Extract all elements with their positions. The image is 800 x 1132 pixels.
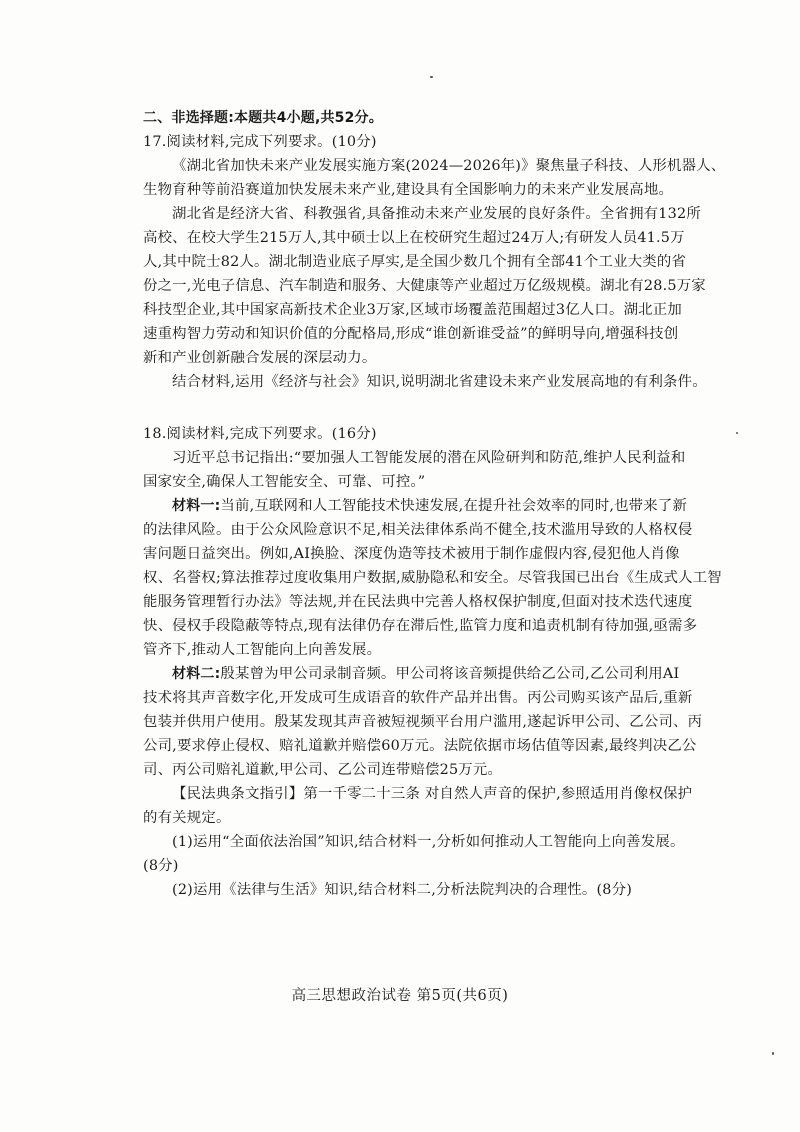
q17-line: 湖北省是经济大省、科教强省,具备推动未来产业发展的良好条件。全省拥有132所 <box>172 206 701 222</box>
q18-line: 的有关规定。 <box>143 810 231 826</box>
material-two-line <box>143 662 723 686</box>
q17-header: 17.阅读材料,完成下列要求。(10分) <box>143 134 377 150</box>
q18-line: 司、丙公司赔礼道歉,甲公司、乙公司连带赔偿25万元。 <box>143 762 503 778</box>
q18-line: 快、侵权手段隐蔽等特点,现有法律仍存在滞后性,监管力度和追责机制有待加强,亟需多 <box>143 618 698 634</box>
material-one-text: 当前,互联网和人工智能技术快速发展,在提升社会效率的同时,也带来了新 <box>220 498 688 514</box>
scan-speck <box>772 1052 774 1055</box>
q17-task: 结合材料,运用《经济与社会》知识,说明湖北省建设未来产业发展高地的有利条件。 <box>172 374 707 390</box>
q18-line: 权、名誉权;算法推荐过度收集用户数据,威胁隐私和安全。尽管我国已出台《生成式人工智 <box>143 570 722 586</box>
material-two-text: 殷某曾为甲公司录制音频。甲公司将该音频提供给乙公司,乙公司利用AI <box>220 666 680 682</box>
material-one-line <box>143 494 723 518</box>
q18-subquestion-1-points: (8分) <box>143 858 179 874</box>
q18-line: 国家安全,确保人工智能安全、可靠、可控。” <box>143 474 426 490</box>
scan-speck <box>430 76 433 78</box>
scan-speck <box>736 432 738 434</box>
q17-line: 速重构智力劳动和知识价值的分配格局,形成“谁创新谁受益”的鲜明导向,增强科技创 <box>143 326 679 342</box>
q17-line: 科技型企业,其中国家高新技术企业3万家,区域市场覆盖范围超过3亿人口。湖北正加 <box>143 302 682 318</box>
q18-line: 能服务管理暂行办法》等法规,并在民法典中完善人格权保护制度,但面对技术迭代速度 <box>143 594 693 610</box>
q18-line: 技术将其声音数字化,开发成可生成语音的软件产品并出售。丙公司购买该产品后,重新 <box>143 690 693 706</box>
q18-line: 公司,要求停止侵权、赔礼道歉并赔偿60万元。法院依据市场估值等因素,最终判决乙公 <box>143 738 697 754</box>
q18-header: 18.阅读材料,完成下列要求。(16分) <box>143 426 377 442</box>
material-one-label: 材料一: <box>172 498 221 514</box>
page-footer: 高三思想政治试卷 第5页(共6页) <box>291 988 509 1004</box>
q17-line: 高校、在校大学生215万人,其中硕士以上在校研究生超过24万人;有研发人员41.5万 <box>143 230 685 246</box>
q18-subquestion-2: (2)运用《法律与生活》知识,结合材料二,分析法院判决的合理性。(8分) <box>172 882 633 898</box>
q17-line: 份之一,光电子信息、汽车制造和服务、大健康等产业超过万亿级规模。湖北有28.5万家 <box>143 278 706 294</box>
q17-line: 《湖北省加快未来产业发展实施方案(2024—2026年)》聚焦量子科技、人形机器人、 <box>172 158 726 174</box>
q18-line: 害问题日益突出。例如,AI换脸、深度伪造等技术被用于制作虚假内容,侵犯他人肖像 <box>143 546 680 562</box>
q17-line: 人,其中院士82人。湖北制造业底子厚实,是全国少数几个拥有全部41个工业大类的省 <box>143 254 687 270</box>
q18-line: 包装并供用户使用。殷某发现其声音被短视频平台用户滥用,遂起诉甲公司、乙公司、丙 <box>143 714 703 730</box>
q18-line: 的法律风险。由于公众风险意识不足,相关法律体系尚不健全,技术滥用导致的人格权侵 <box>143 522 693 538</box>
q17-line: 生物育种等前沿赛道加快发展未来产业,建设具有全国影响力的未来产业发展高地。 <box>143 182 674 198</box>
q18-line: 习近平总书记指出:“要加强人工智能发展的潜在风险研判和防范,维护人民利益和 <box>172 450 686 466</box>
q18-line: 管齐下,推动人工智能向上向善发展。 <box>143 642 382 658</box>
material-two-label: 材料二: <box>172 666 221 682</box>
exam-content <box>143 106 726 902</box>
section-title: 二、非选择题:本题共4小题,共52分。 <box>143 110 383 126</box>
q18-subquestion-1: (1)运用“全面依法治国”知识,结合材料一,分析如何推动人工智能向上向善发展。 <box>172 834 685 850</box>
civil-code-note: 【民法典条文指引】第一千零二十三条 对自然人声音的保护,参照适用肖像权保护 <box>172 786 693 802</box>
q17-line: 新和产业创新融合发展的深层动力。 <box>143 350 377 366</box>
